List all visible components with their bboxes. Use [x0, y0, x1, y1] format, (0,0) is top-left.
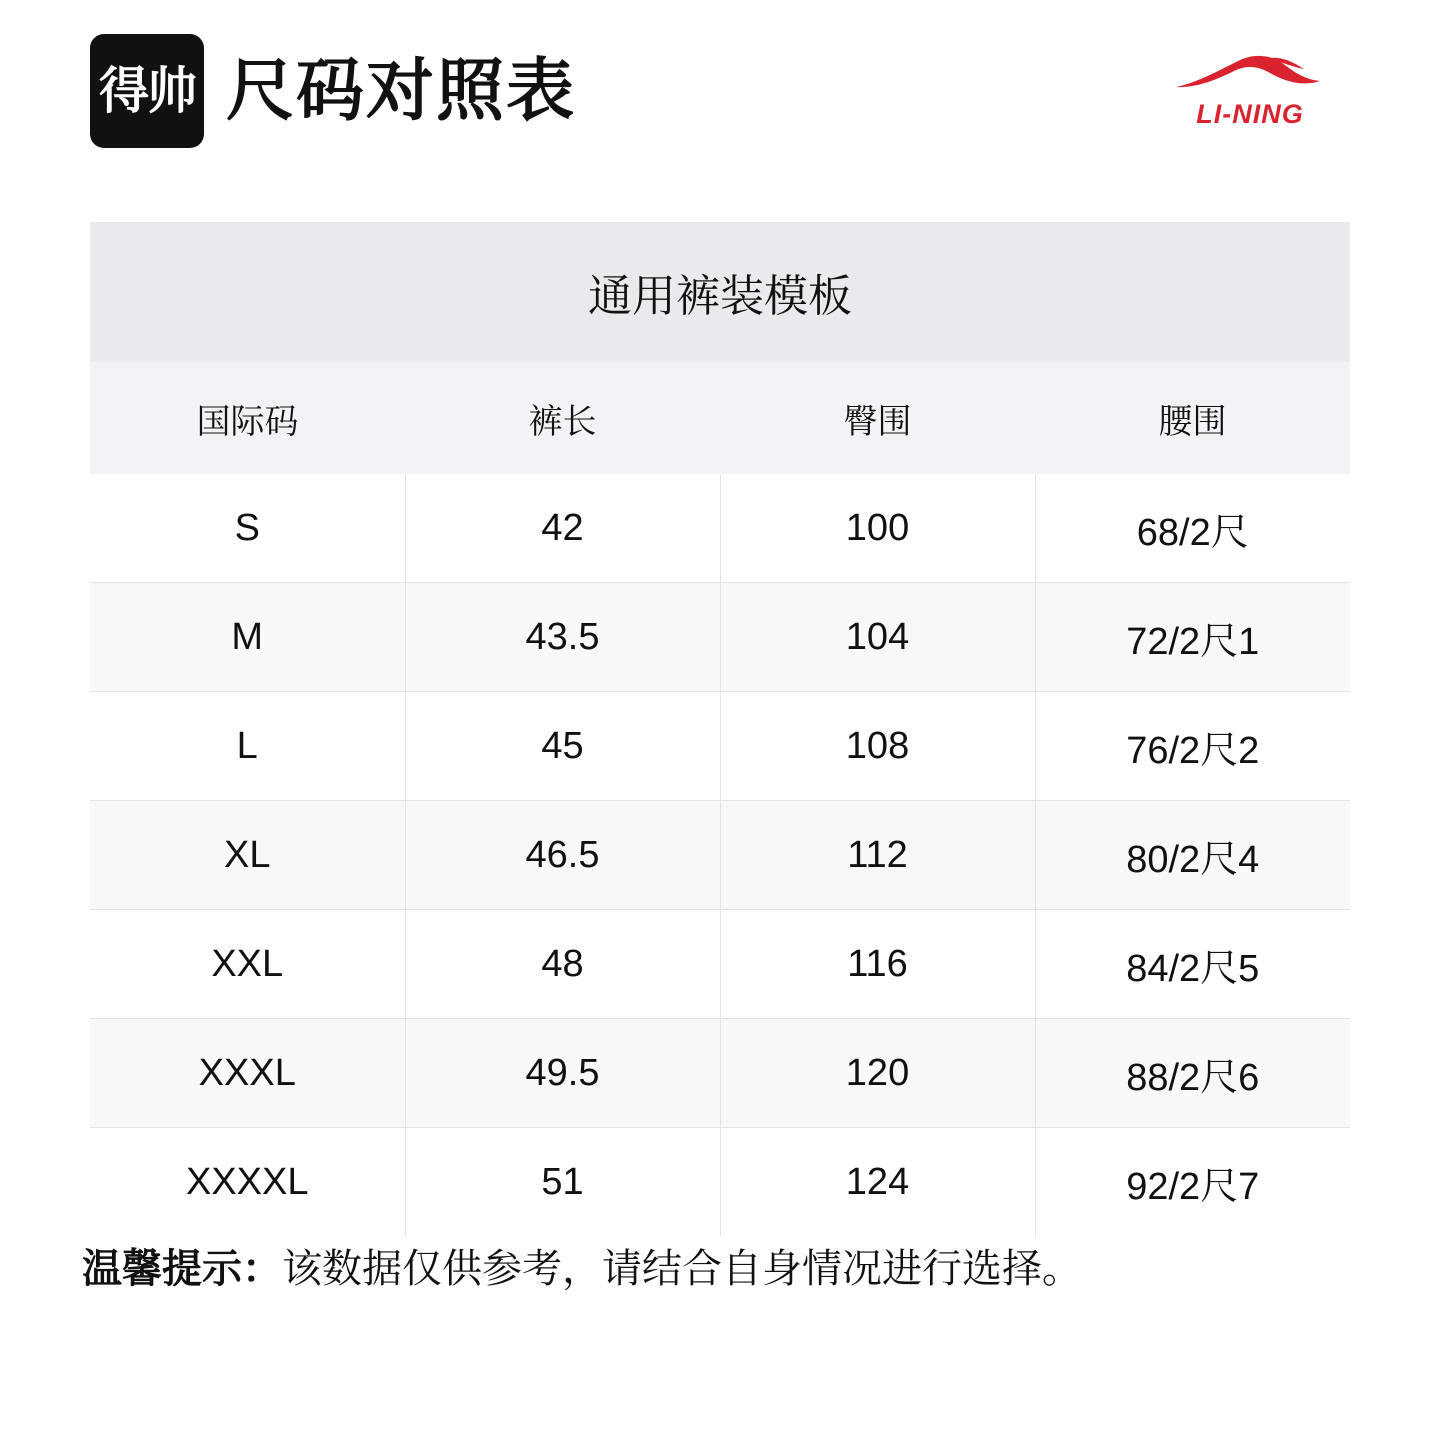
- cell-size: S: [90, 474, 405, 583]
- cell-length: 45: [405, 692, 720, 801]
- cell-length: 49.5: [405, 1019, 720, 1128]
- size-table: [90, 362, 1350, 1236]
- cell-waist: 88/2尺6: [1035, 1019, 1350, 1128]
- cell-hip: 100: [720, 474, 1035, 583]
- table-row: [90, 474, 1350, 583]
- cell-hip: 116: [720, 910, 1035, 1019]
- cell-waist: 84/2尺5: [1035, 910, 1350, 1019]
- column-header-international-size: 国际码: [90, 362, 405, 474]
- table-row: [90, 1128, 1350, 1237]
- cell-length: 46.5: [405, 801, 720, 910]
- column-header-pants-length: 裤长: [405, 362, 720, 474]
- cell-waist: 68/2尺: [1035, 474, 1350, 583]
- brand-badge-label: 得帅: [99, 63, 195, 119]
- cell-waist: 76/2尺2: [1035, 692, 1350, 801]
- table-row: [90, 1019, 1350, 1128]
- table-title: 通用裤装模板: [90, 222, 1350, 362]
- table-row: [90, 801, 1350, 910]
- cell-size: M: [90, 583, 405, 692]
- table-body: [90, 474, 1350, 1236]
- li-ning-logo-text: LI-NING: [1196, 98, 1304, 129]
- cell-size: XXXL: [90, 1019, 405, 1128]
- column-header-waist: 腰围: [1035, 362, 1350, 474]
- li-ning-logo: [1150, 46, 1350, 136]
- cell-length: 48: [405, 910, 720, 1019]
- li-ning-logo-icon: [1170, 53, 1330, 97]
- page-title: 尺码对照表: [226, 53, 577, 129]
- table-row: [90, 910, 1350, 1019]
- cell-size: XXL: [90, 910, 405, 1019]
- cell-hip: 120: [720, 1019, 1035, 1128]
- cell-hip: 112: [720, 801, 1035, 910]
- cell-length: 43.5: [405, 583, 720, 692]
- cell-length: 51: [405, 1128, 720, 1237]
- table-header-row: [90, 362, 1350, 474]
- cell-waist: 92/2尺7: [1035, 1128, 1350, 1237]
- size-table-container: [90, 222, 1350, 1236]
- table-head: [90, 362, 1350, 474]
- footer-note-text: 该数据仅供参考，请结合自身情况进行选择。: [282, 1247, 1082, 1291]
- cell-size: XXXXL: [90, 1128, 405, 1237]
- table-row: [90, 692, 1350, 801]
- column-header-hip: 臀围: [720, 362, 1035, 474]
- footer-note: [82, 1243, 1362, 1295]
- cell-size: L: [90, 692, 405, 801]
- cell-hip: 124: [720, 1128, 1035, 1237]
- cell-size: XL: [90, 801, 405, 910]
- footer-note-label: 温馨提示：: [82, 1247, 282, 1291]
- cell-waist: 80/2尺4: [1035, 801, 1350, 910]
- table-row: [90, 583, 1350, 692]
- cell-hip: 104: [720, 583, 1035, 692]
- cell-hip: 108: [720, 692, 1035, 801]
- cell-waist: 72/2尺1: [1035, 583, 1350, 692]
- cell-length: 42: [405, 474, 720, 583]
- brand-badge: [90, 34, 204, 148]
- page-header: [90, 26, 1350, 156]
